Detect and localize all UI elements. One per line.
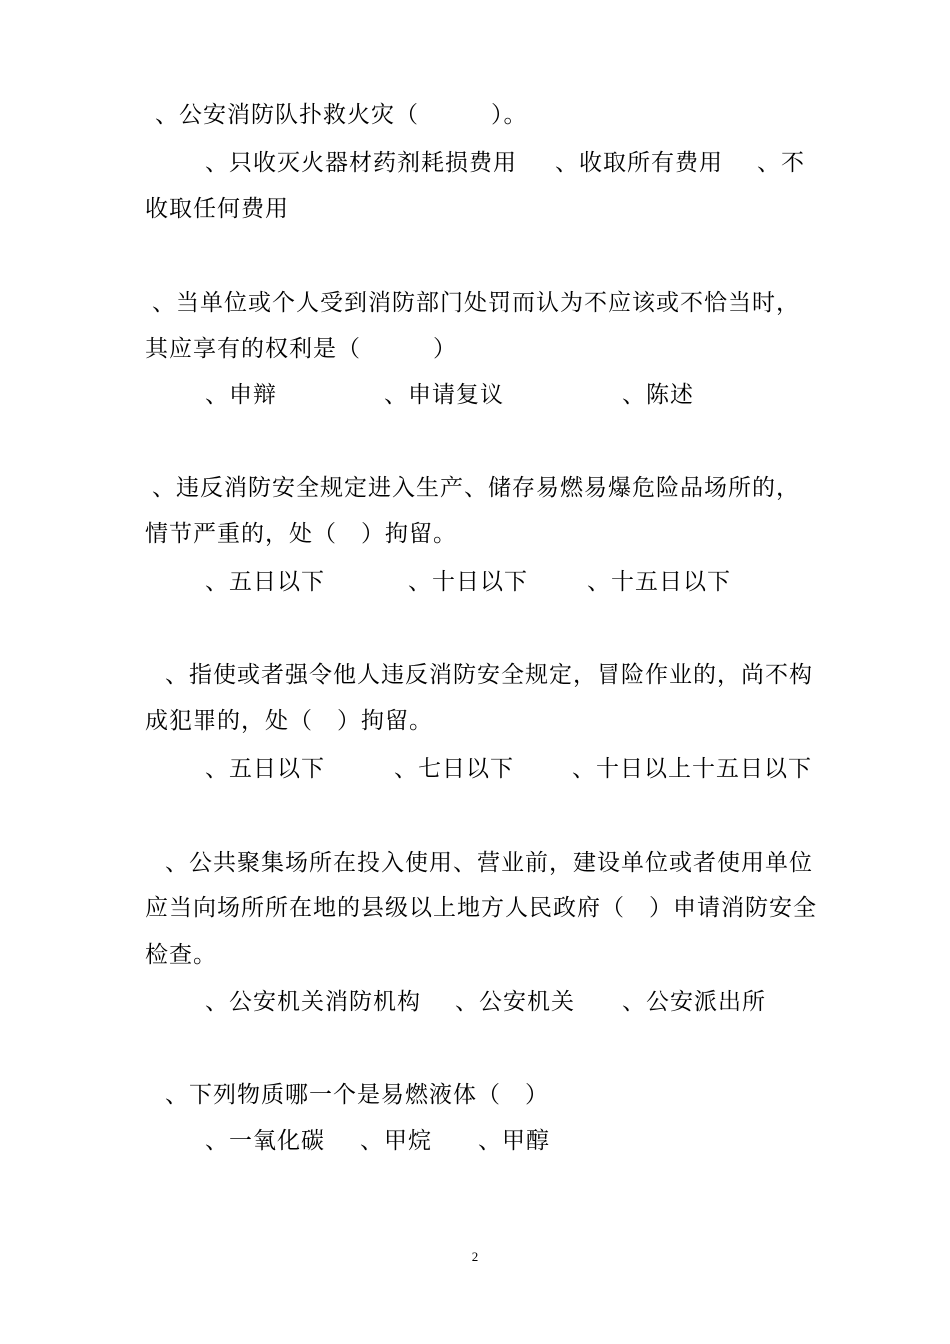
question-4-option-a: 、五日以下 xyxy=(205,756,325,782)
question-1-option-a: 、只收灭火器材药剂耗损费用 xyxy=(205,150,517,176)
question-5-option-a: 、公安机关消防机构 xyxy=(205,989,421,1015)
page-number: 2 xyxy=(471,1249,479,1264)
question-4-stem-line-1: 、指使或者强令他人违反消防安全规定，冒险作业的，尚不构 xyxy=(165,662,813,688)
question-2-option-a: 、申辩 xyxy=(205,382,277,408)
question-1-option-c-continued: 收取任何费用 xyxy=(145,196,289,222)
question-1-option-c: 、不 xyxy=(757,150,805,176)
question-4-option-b: 、七日以下 xyxy=(394,756,514,782)
question-6-option-c: 、甲醇 xyxy=(478,1128,550,1154)
question-3-stem-line-1: 、违反消防安全规定进入生产、储存易燃易爆危险品场所的， xyxy=(152,475,800,501)
question-3-stem-line-2: 情节严重的，处（ ）拘留。 xyxy=(145,521,457,547)
question-5-stem-line-2: 应当向场所所在地的县级以上地方人民政府（ ）申请消防安全 xyxy=(145,895,817,921)
question-3-option-b: 、十日以下 xyxy=(408,569,528,595)
question-2-stem-line-2: 其应享有的权利是（ ） xyxy=(145,336,457,362)
question-4-stem-line-2: 成犯罪的，处（ ）拘留。 xyxy=(145,708,433,734)
question-2-option-b: 、申请复议 xyxy=(384,382,504,408)
question-1-stem: 、公安消防队扑救火灾（ ）。 xyxy=(155,102,528,128)
question-3-option-c: 、十五日以下 xyxy=(587,569,731,595)
question-6-option-a: 、一氧化碳 xyxy=(205,1128,325,1154)
question-5-option-b: 、公安机关 xyxy=(455,989,575,1015)
question-5-option-c: 、公安派出所 xyxy=(622,989,766,1015)
question-5-stem-line-1: 、公共聚集场所在投入使用、营业前，建设单位或者使用单位 xyxy=(165,850,813,876)
question-5-stem-line-3: 检查。 xyxy=(145,942,217,968)
question-1-option-b: 、收取所有费用 xyxy=(555,150,723,176)
question-6-stem: 、下列物质哪一个是易燃液体（ ） xyxy=(165,1082,549,1108)
question-4-option-c: 、十日以上十五日以下 xyxy=(572,756,812,782)
question-2-stem-line-1: 、当单位或个人受到消防部门处罚而认为不应该或不恰当时， xyxy=(152,290,800,316)
question-6-option-b: 、甲烷 xyxy=(360,1128,432,1154)
question-3-option-a: 、五日以下 xyxy=(205,569,325,595)
question-2-option-c: 、陈述 xyxy=(622,382,694,408)
